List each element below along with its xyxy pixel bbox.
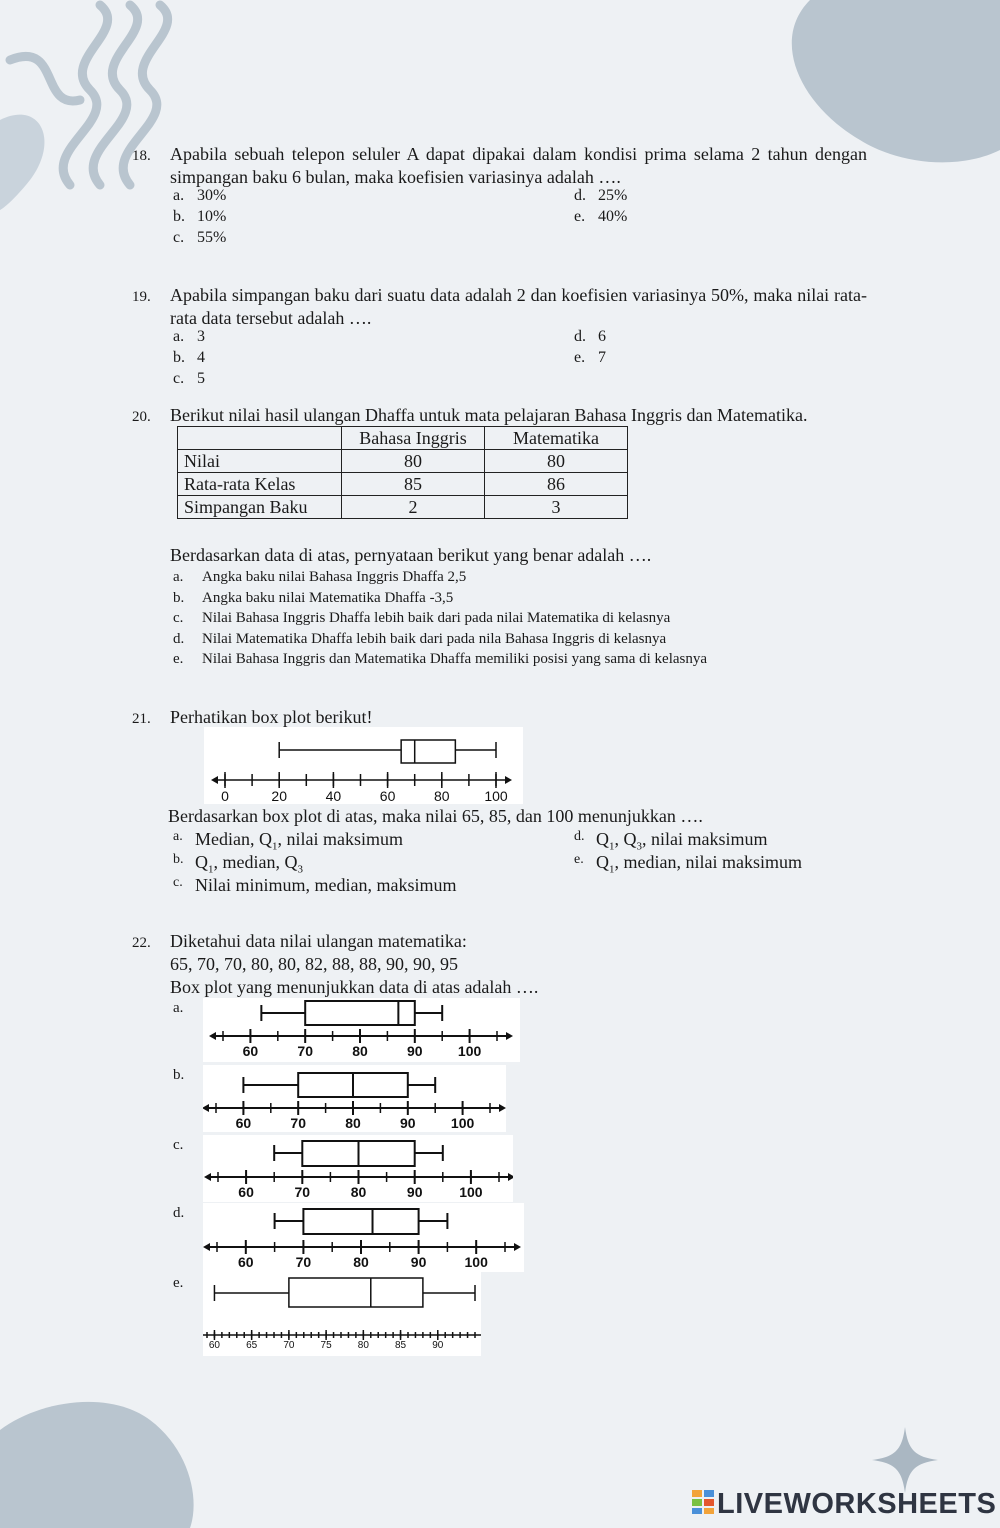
- option-20c[interactable]: c. Nilai Bahasa Inggris Dhaffa lebih baik dari pada nilai Matematika di kelasnya: [173, 610, 671, 626]
- question-text: Diketahui data nilai ulangan matematika:: [170, 931, 467, 951]
- option-20b[interactable]: b. Angka baku nilai Matematika Dhaffa -3,5: [173, 590, 454, 606]
- option-20a[interactable]: a. Angka baku nilai Bahasa Inggris Dhaffa 2,5: [173, 569, 467, 585]
- table-cell: Rata-rata Kelas: [178, 473, 342, 496]
- tick-label: 60: [242, 1043, 259, 1059]
- option-19d[interactable]: d. 6: [574, 328, 606, 345]
- table-header: Bahasa Inggris: [342, 427, 485, 450]
- option-22c-label[interactable]: c.: [173, 1137, 184, 1153]
- boxplot-option-c[interactable]: [203, 1135, 513, 1202]
- liveworksheets-icon: [692, 1490, 714, 1514]
- table-header-row: [178, 427, 628, 450]
- tick-label: 0: [221, 788, 229, 804]
- tick-label: 60: [235, 1115, 252, 1131]
- score-table: [177, 426, 628, 519]
- option-20e[interactable]: e. Nilai Bahasa Inggris dan Matematika Dhaffa memiliki posisi yang sama di kelasnya: [173, 651, 708, 667]
- tick-label: 70: [290, 1115, 306, 1131]
- tick-label: 90: [407, 1043, 423, 1059]
- tick-label: 60: [208, 1340, 221, 1351]
- option-21a[interactable]: a. Median, $Q_1$, nilai maksimum: [173, 829, 403, 853]
- option-19a[interactable]: a. 3: [173, 328, 205, 345]
- question-number: 21.: [132, 711, 151, 727]
- liveworksheets-logo: [692, 1488, 996, 1521]
- option-18b[interactable]: b. 10%: [173, 208, 227, 225]
- option-18d[interactable]: d. 25%: [574, 187, 628, 204]
- tick-label: 60: [379, 788, 396, 804]
- tick-label: 100: [450, 1115, 475, 1131]
- axis-arrow-right: [508, 1173, 513, 1181]
- option-22e-label[interactable]: e.: [173, 1275, 184, 1291]
- tick-label: 65: [246, 1340, 258, 1351]
- table-cell: 2: [342, 496, 485, 519]
- question-20: [132, 404, 872, 427]
- axis-arrow-left: [209, 1032, 216, 1040]
- option-20d[interactable]: d. Nilai Matematika Dhaffa lebih baik dari pada nila Bahasa Inggris di kelasnya: [173, 631, 667, 647]
- tick-label: 90: [406, 1184, 423, 1200]
- boxplot-option-b[interactable]: [203, 1065, 506, 1132]
- tick-label: 100: [484, 788, 508, 804]
- table-cell: Simpangan Baku: [178, 496, 342, 519]
- tick-label: 70: [283, 1340, 295, 1351]
- option-21d[interactable]: d. $Q_1$, $Q_3$, nilai maksimum: [574, 829, 768, 853]
- logo-text: LIVEWORKSHEETS: [717, 1488, 997, 1520]
- option-19c[interactable]: c. 5: [173, 370, 205, 387]
- tick-label: 90: [400, 1115, 416, 1131]
- question-prompt: Berdasarkan box plot di atas, maka nilai 65, 85, dan 100 menunjukkan ….: [168, 806, 703, 826]
- question-number: 18.: [132, 148, 151, 164]
- question-text: Berikut nilai hasil ulangan Dhaffa untuk mata pelajaran Bahasa Inggris dan Matematika.: [170, 405, 808, 425]
- tick-label: 80: [353, 1254, 369, 1270]
- tick-label: 60: [238, 1254, 254, 1270]
- axis-arrow-left: [204, 1173, 211, 1181]
- option-22d-label[interactable]: d.: [173, 1205, 185, 1221]
- table-row: [178, 473, 628, 496]
- tick-label: 100: [457, 1043, 482, 1059]
- table-row: [178, 496, 628, 519]
- option-19b[interactable]: b. 4: [173, 349, 205, 366]
- option-22b-label[interactable]: b.: [173, 1067, 185, 1083]
- question-text: Apabila simpangan baku dari suatu data adalah 2 dan koefisien variasinya 50%, maka nilai rata-rata data tersebut adalah ….: [170, 285, 867, 328]
- option-22a-label[interactable]: a.: [173, 1000, 184, 1016]
- boxplot-option-d[interactable]: [203, 1203, 524, 1272]
- question-text: Apabila sebuah telepon seluler A dapat dipakai dalam kondisi prima selama 2 tahun dengan simpangan baku 6 bulan, maka koefisien variasinya adalah ….: [170, 144, 867, 187]
- tick-label: 80: [345, 1115, 361, 1131]
- question-prompt: Box plot yang menunjukkan data di atas adalah ….: [170, 977, 539, 997]
- table-cell: Nilai: [178, 450, 342, 473]
- option-18e[interactable]: e. 40%: [574, 208, 628, 225]
- table-cell: 85: [342, 473, 485, 496]
- table-cell: 80: [342, 450, 485, 473]
- table-cell: 80: [485, 450, 628, 473]
- tick-label: 100: [464, 1254, 488, 1270]
- option-18a[interactable]: a. 30%: [173, 187, 227, 204]
- option-21c[interactable]: c. Nilai minimum, median, maksimum: [173, 875, 457, 895]
- decorative-blob-bottom-left: [0, 1390, 200, 1528]
- question-number: 22.: [132, 935, 151, 951]
- tick-label: 70: [297, 1043, 313, 1059]
- question-18: [132, 143, 867, 189]
- question-19: [132, 284, 867, 330]
- tick-label: 70: [294, 1184, 311, 1200]
- axis-arrow-left: [211, 776, 218, 784]
- boxplot-option-e[interactable]: [203, 1272, 481, 1356]
- box-q1-q3: [303, 1209, 418, 1234]
- question-21: [132, 706, 867, 729]
- question-number: 19.: [132, 289, 151, 305]
- axis-arrow-right: [499, 1104, 506, 1112]
- option-18c[interactable]: c. 55%: [173, 229, 227, 246]
- boxplot-option-a[interactable]: [203, 998, 520, 1062]
- tick-label: 20: [271, 788, 287, 804]
- tick-label: 80: [350, 1184, 367, 1200]
- question-prompt: Berdasarkan data di atas, pernyataan berikut yang benar adalah ….: [170, 545, 652, 565]
- option-21e[interactable]: e. $Q_1$, median, nilai maksimum: [574, 852, 802, 876]
- table-row: [178, 450, 628, 473]
- question-number: 20.: [132, 409, 151, 425]
- axis-arrow-right: [506, 1032, 513, 1040]
- tick-label: 90: [432, 1340, 444, 1351]
- tick-label: 80: [357, 1340, 369, 1351]
- tick-label: 80: [434, 788, 450, 804]
- axis-arrow-left: [203, 1104, 209, 1112]
- question-22: [132, 930, 867, 999]
- tick-label: 40: [325, 788, 342, 804]
- axis-arrow-left: [203, 1243, 210, 1251]
- question-text: Perhatikan box plot berikut!: [170, 707, 373, 727]
- box-q1-q3: [289, 1278, 423, 1307]
- table-cell: 3: [485, 496, 628, 519]
- tick-label: 75: [320, 1340, 332, 1351]
- data-values: 65, 70, 70, 80, 80, 82, 88, 88, 90, 90, 95: [170, 954, 458, 974]
- tick-label: 90: [410, 1254, 427, 1270]
- sparkle-icon: [870, 1425, 940, 1495]
- boxplot-q21: [204, 727, 523, 804]
- tick-label: 70: [295, 1254, 312, 1270]
- tick-label: 60: [238, 1184, 254, 1200]
- tick-label: 80: [352, 1043, 368, 1059]
- axis-arrow-right: [505, 776, 512, 784]
- table-header: Matematika: [485, 427, 628, 450]
- tick-label: 100: [459, 1184, 483, 1200]
- tick-label: 85: [394, 1340, 407, 1351]
- option-19e[interactable]: e. 7: [574, 349, 606, 366]
- table-cell: 86: [485, 473, 628, 496]
- table-cell: [178, 427, 342, 450]
- option-21b[interactable]: b. $Q_1$, median, $Q_3$: [173, 852, 303, 876]
- axis-arrow-right: [514, 1243, 521, 1251]
- box-q1-q3: [401, 740, 455, 763]
